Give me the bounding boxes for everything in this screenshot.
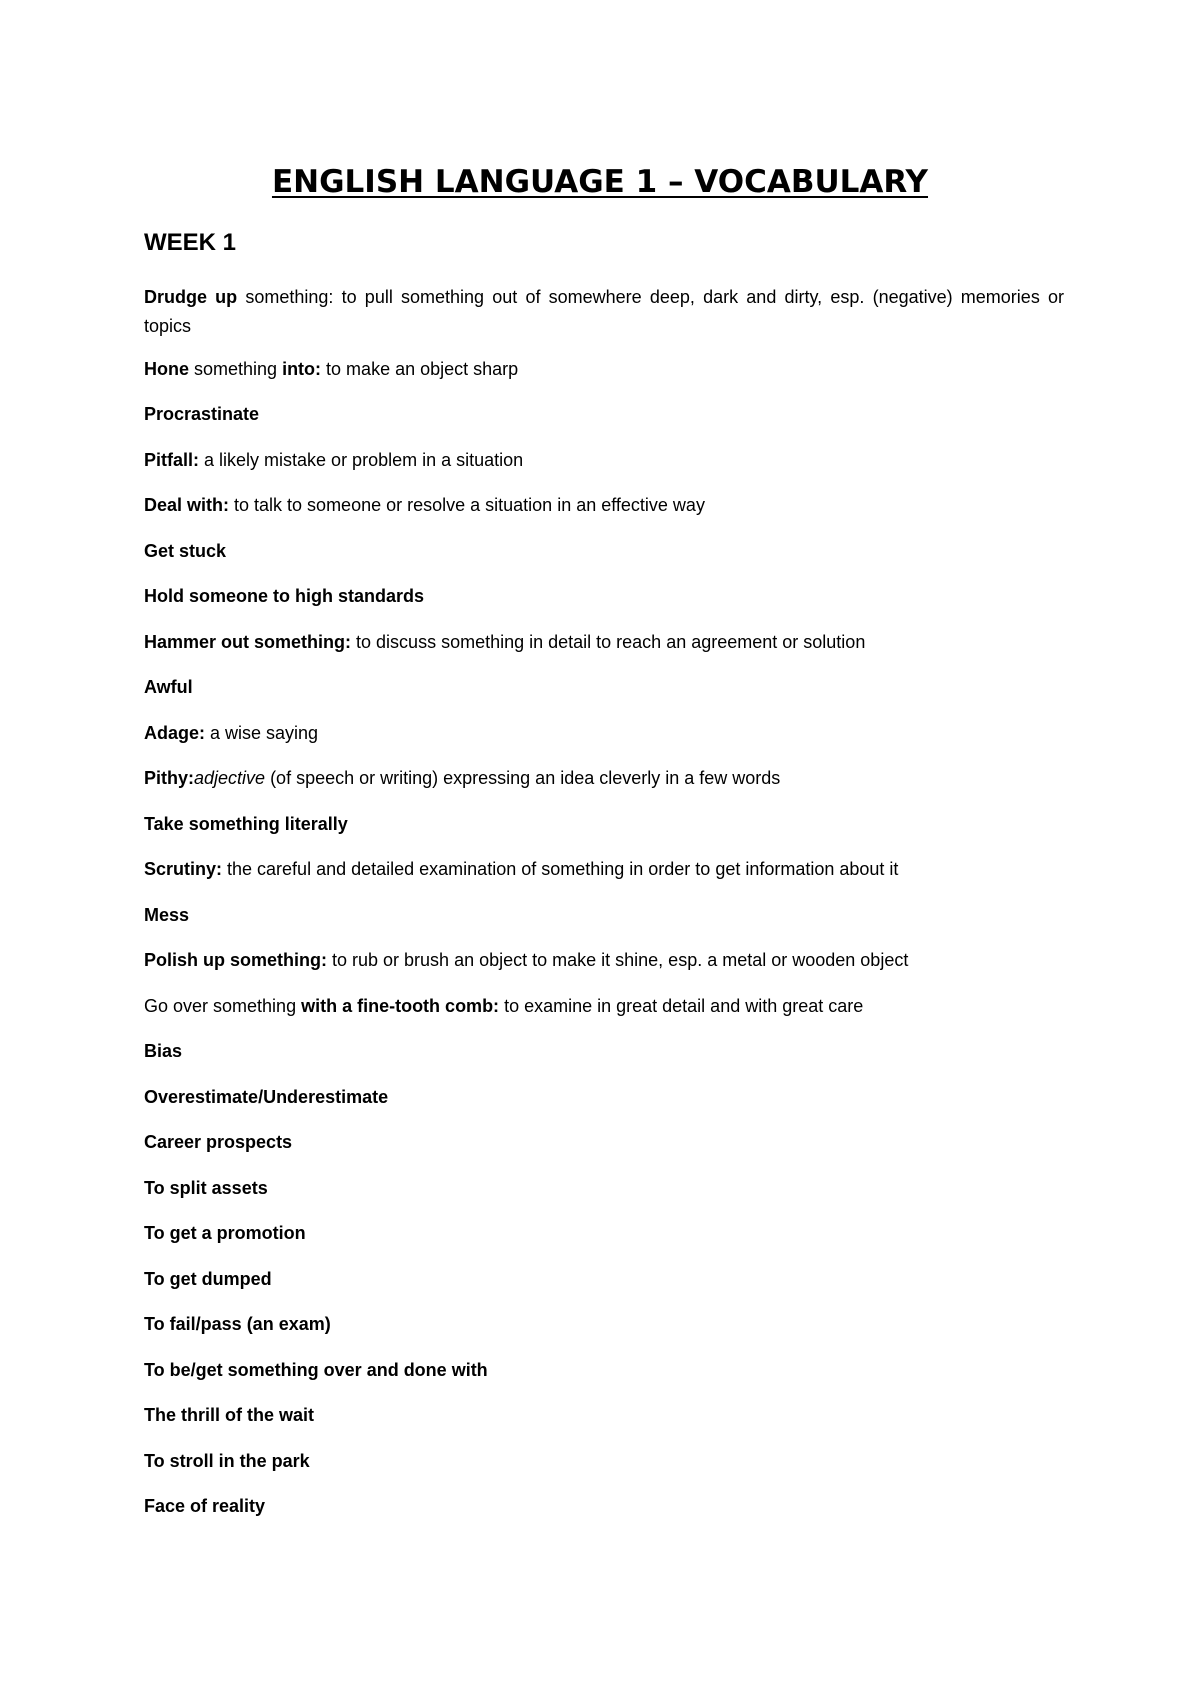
entry-term: Hold someone to high standards (144, 586, 425, 606)
vocabulary-entry (144, 764, 1064, 793)
vocabulary-entry (144, 1083, 1064, 1112)
entry-term: Overestimate/Underestimate (144, 1086, 389, 1107)
entry-term: Bias (144, 1041, 183, 1061)
vocabulary-entry (144, 810, 1064, 839)
entry-term: To get dumped (144, 1268, 272, 1289)
vocabulary-entry (144, 1356, 1064, 1385)
week-heading: WEEK 1 (144, 229, 237, 256)
entry-definition: a likely mistake or problem in a situation (199, 449, 524, 470)
entry-term: To be/get something over and done with (144, 1359, 488, 1380)
entry-term: To get a promotion (144, 1223, 306, 1243)
entry-term: To split assets (144, 1177, 268, 1198)
vocabulary-entry (144, 1310, 1064, 1339)
vocabulary-entry (144, 719, 1064, 748)
entry-term: Get stuck (144, 540, 227, 561)
vocabulary-entry (144, 901, 1064, 930)
entry-term: Scrutiny: (144, 859, 223, 879)
entry-definition: the careful and detailed examination of something in order to get information about it (222, 859, 899, 879)
vocabulary-entry (144, 400, 1064, 429)
vocabulary-entry (144, 1265, 1064, 1294)
vocabulary-entry (144, 491, 1064, 520)
vocabulary-entry (144, 1492, 1064, 1521)
entry-term: To stroll in the park (144, 1450, 310, 1471)
entry-lead-text: Go over something (144, 995, 302, 1016)
vocabulary-entry (144, 673, 1064, 702)
entry-term: Pithy: (144, 768, 195, 788)
entry-term: Adage: (144, 722, 206, 743)
entry-definition: (of speech or writing) expressing an idea cleverly in a few words (265, 768, 781, 788)
entry-term: Hammer out something: (144, 631, 352, 652)
entry-definition: a wise saying (205, 722, 319, 743)
entry-connector-text: something (189, 358, 283, 379)
vocabulary-entry (144, 1401, 1064, 1430)
vocabulary-entry (144, 537, 1064, 566)
entry-part-of-speech: adjective (194, 768, 266, 788)
vocabulary-entry (144, 355, 1064, 384)
vocabulary-entry (144, 992, 1064, 1021)
vocabulary-entry (144, 283, 1064, 341)
entry-term: Procrastinate (144, 404, 260, 424)
entry-definition: to make an object sharp (321, 358, 519, 379)
entry-term: Career prospects (144, 1132, 293, 1152)
entry-term: Hone (144, 358, 189, 379)
vocabulary-entry (144, 855, 1064, 884)
entry-term-part: into: (282, 358, 322, 379)
entry-term: Deal with: (144, 495, 230, 515)
entry-definition: to examine in great detail and with great care (499, 995, 864, 1016)
entry-connector-text: something: to pull something out of somewhere deep, dark and dirty, esp. (negative) memories or topics (144, 287, 1065, 336)
entry-term: with a fine-tooth comb: (301, 995, 500, 1016)
entry-term: Drudge up (144, 287, 238, 307)
entry-definition: to discuss something in detail to reach an agreement or solution (351, 631, 866, 652)
entry-term: Awful (144, 677, 193, 697)
vocabulary-entry (144, 1447, 1064, 1476)
entry-term: Face of reality (144, 1496, 266, 1516)
entry-term: Mess (144, 904, 190, 925)
entry-definition: to rub or brush an object to make it shine, esp. a metal or wooden object (327, 950, 909, 970)
vocabulary-entry (144, 582, 1064, 611)
vocabulary-entry (144, 1174, 1064, 1203)
vocabulary-entry (144, 446, 1064, 475)
vocabulary-entry (144, 946, 1064, 975)
vocabulary-entry (144, 1037, 1064, 1066)
entry-term: Pitfall: (144, 449, 200, 470)
entry-term: Polish up something: (144, 950, 327, 970)
vocabulary-list (144, 283, 1064, 1538)
vocabulary-entry (144, 628, 1064, 657)
document-title: ENGLISH LANGUAGE 1 – VOCABULARY (271, 164, 929, 200)
entry-term: Take something literally (144, 813, 348, 834)
entry-definition: to talk to someone or resolve a situation in an effective way (229, 495, 705, 515)
vocabulary-entry (144, 1128, 1064, 1157)
vocabulary-entry (144, 1219, 1064, 1248)
entry-term: The thrill of the wait (144, 1405, 314, 1425)
entry-term: To fail/pass (an exam) (144, 1314, 331, 1334)
